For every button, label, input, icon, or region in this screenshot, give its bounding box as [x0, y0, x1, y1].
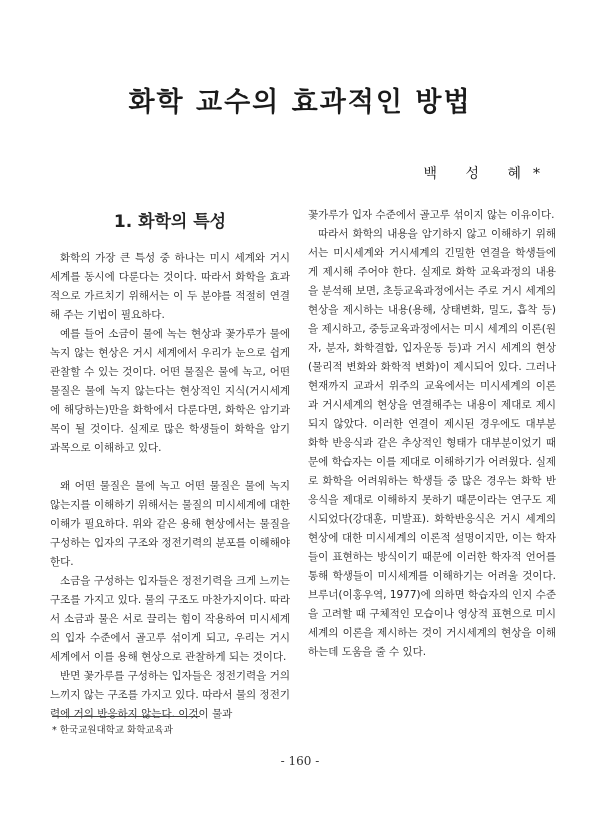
paragraph: 꽃가루가 입자 수준에서 골고루 섞이지 않는 이유이다. — [308, 209, 555, 221]
paragraph: 반면 꽃가루를 구성하는 입자들은 정전기력을 거의 느끼지 않는 구조를 가지고 있다. 따라서 물의 정전기력에 거의 반응하지 않는다. 이것이 물과 — [50, 670, 290, 720]
page-number: - 160 - — [280, 754, 320, 768]
left-column — [50, 205, 290, 724]
author-name: 백 성 혜* — [423, 166, 552, 182]
paragraph: 따라서 화학의 내용을 암기하지 않고 이해하기 위해서는 미시세계와 거시세계의 긴밀한 연결을 학생들에게 제시해 주어야 한다. 실제로 화학 교육과정의 내용을 분석해 보면, 초등교육과정에서는 주로 거시 세계의 현상을 제시하는 내용(용해, 상태변화, 밀도, 흡착 등)을 제시하고, 중등교육과정에서는 미시 세계의 이론(원자, 분자, 화학결합, 입자운동 등)과 거시 세계의 현상(물리적 변화와 화학적 변화)이 제시되어 있다. 그러나 현재까지 교과서 위주의 교육에서는 미시세계의 이론과 거시세계의 현상을 연결해주는 내용이 제대로 제시되지 않았다. 이러한 연결이 제시된 경우에도 대부분 화학 반응식과 같은 추상적인 형태가 대부분이었기 때문에 학습자는 이를 제대로 이해하기가 어려웠다. 실제로 화학을 어려워하는 학생들 중 많은 경우는 화학 반응식을 제대로 이해하지 못하기 때문이라는 연구도 제시되었다(강대훈, 미발표). 화학반응식은 거시 세계의 현상에 대한 미시세계의 이론적 설명이지만, 이는 학자들이 표현하는 방식이기 때문에 이러한 학자적 언어를 통해 학생들이 미시세계를 이해하기는 어려울 것이다. 브루너(이홍우역, 1977)에 의하면 학습자의 인지 수준을 고려할 때 구체적인 모습이나 영상적 표현으로 미시세계의 이론을 제시하는 것이 거시세계의 현상을 이해하는데 도움을 줄 수 있다. — [308, 228, 556, 658]
paper-title: 화학 교수의 효과적인 방법 — [128, 87, 472, 118]
footnote: * 한국교원대학교 화학교육과 — [52, 725, 173, 736]
right-column — [308, 206, 556, 662]
paragraph: 화학의 가장 큰 특성 중 하나는 미시 세계와 거시 세계를 동시에 다룬다는 것이다. 따라서 화학을 효과적으로 가르치기 위해서는 이 두 분야를 적절히 연결해 주는 기법이 필요하다. — [50, 252, 290, 321]
section-heading: 1. 화학의 특성 — [113, 212, 227, 232]
paragraph: 예를 들어 소금이 물에 녹는 현상과 꽃가루가 물에 녹지 않는 현상은 거시 세계에서 우리가 눈으로 쉽게 관찰할 수 있는 것이다. 어떤 물질은 물에 녹고, 어떤 물질은 물에 녹지 않는다는 현상적인 지식(거시세계에 해당하는)만을 화학에서 다룬다면, 화학은 암기과목이 될 것이다. 실제로 많은 학생들이 화학을 암기 과목으로 이해하고 있다. — [50, 328, 290, 454]
footnote-divider — [52, 716, 200, 717]
paragraph: 소금을 구성하는 입자들은 정전기력을 크게 느끼는 구조를 가지고 있다. 물의 구조도 마찬가지이다. 따라서 소금과 물은 서로 끌리는 힘이 작용하여 미시세계의 입자 수준에서 골고루 섞이게 되고, 우리는 거시 세계에서 이를 용해 현상으로 관찰하게 되는 것이다. — [50, 575, 290, 663]
paragraph: 왜 어떤 물질은 물에 녹고 어떤 물질은 물에 녹지 않는지를 이해하기 위해서는 물질의 미시세계에 대한 이해가 필요하다. 위와 같은 용해 현상에서는 물질을 구성하는 입자의 구조와 정전기력의 분포를 이해해야 한다. — [50, 480, 290, 568]
